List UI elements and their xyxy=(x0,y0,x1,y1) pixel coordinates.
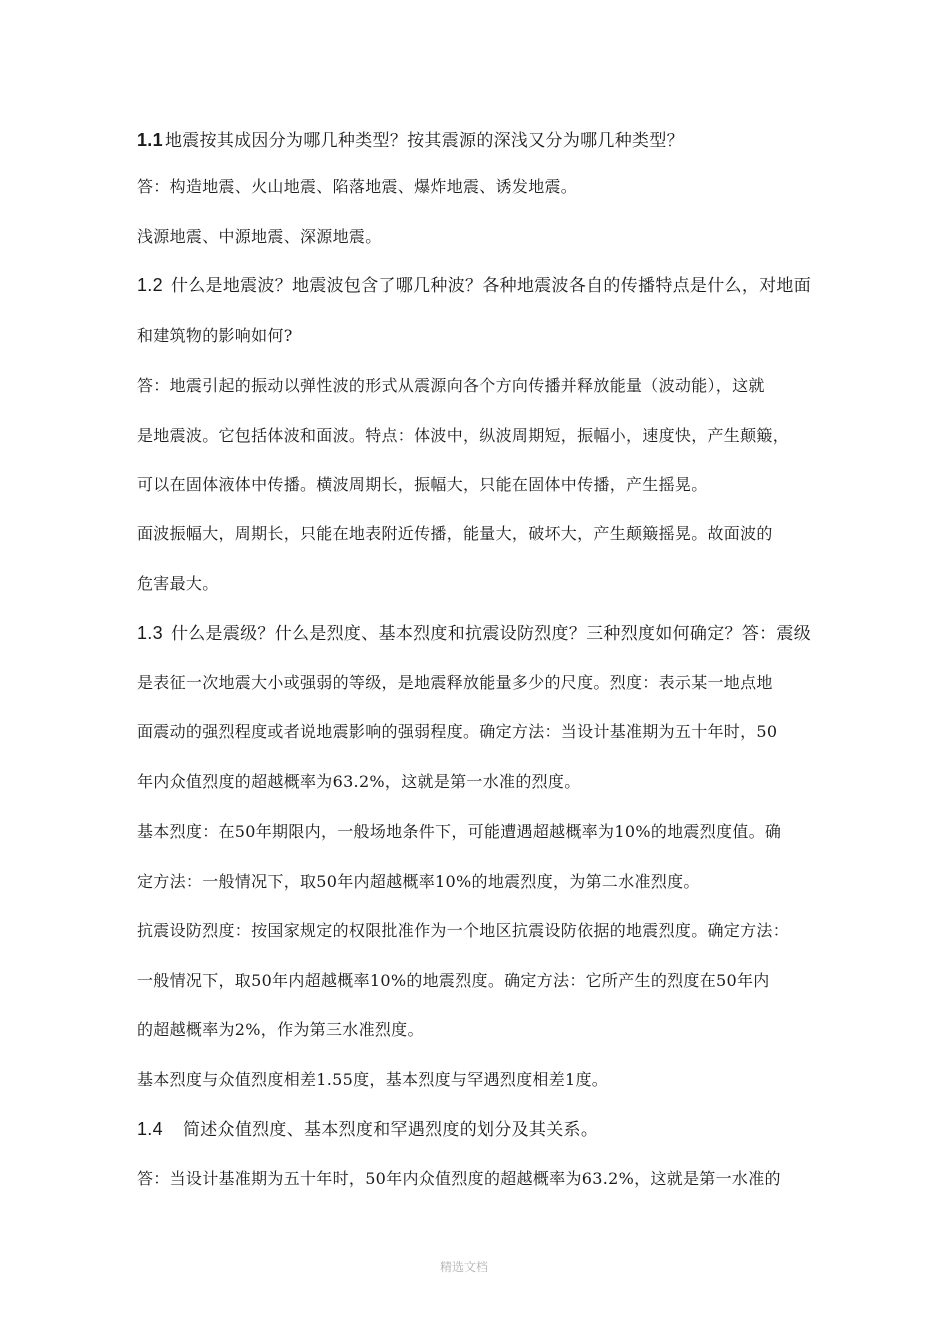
question-1-1 xyxy=(137,130,684,151)
question-text: 简述众值烈度、基本烈度和罕遇烈度的划分及其关系。 xyxy=(182,1120,599,1140)
answer-line: 答：当设计基准期为五十年时，50年内众值烈度的超越概率为63.2%，这就是第一水准的 xyxy=(137,1169,781,1188)
footer-watermark: 精选文档 xyxy=(440,1260,489,1274)
answer-line: 浅源地震、中源地震、深源地震。 xyxy=(137,227,382,246)
answer-line: 基本烈度：在50年期限内，一般场地条件下，可能遭遇超越概率为10%的地震烈度值。确 xyxy=(137,822,782,841)
answer-line: 一般情况下，取50年内超越概率10%的地震烈度。确定方法：它所产生的烈度在50年内 xyxy=(137,971,770,990)
question-number: 1.4 xyxy=(137,1119,163,1139)
answer-line: 年内众值烈度的超越概率为63.2%，这就是第一水准的烈度。 xyxy=(137,772,581,791)
answer-line: 答：地震引起的振动以弹性波的形式从震源向各个方向传播并释放能量（波动能），这就 xyxy=(137,376,765,395)
answer-line: 基本烈度与众值烈度相差1.55度，基本烈度与罕遇烈度相差1度。 xyxy=(137,1070,609,1089)
question-number: 1.3 xyxy=(137,623,163,643)
answer-line: 面波振幅大，周期长，只能在地表附近传播，能量大，破坏大，产生颠簸摇晃。故面波的 xyxy=(137,524,773,543)
answer-line: 抗震设防烈度：按国家规定的权限批准作为一个地区抗震设防依据的地震烈度。确定方法： xyxy=(137,921,790,940)
question-text: 什么是震级？什么是烈度、基本烈度和抗震设防烈度？三种烈度如何确定？答：震级 xyxy=(170,624,812,644)
answer-line: 是表征一次地震大小或强弱的等级，是地震释放能量多少的尺度。烈度：表示某一地点地 xyxy=(137,673,773,692)
question-line: 和建筑物的影响如何? xyxy=(137,326,293,345)
answer-line: 的超越概率为2%，作为第三水准烈度。 xyxy=(137,1020,424,1039)
question-1-2 xyxy=(137,275,811,296)
question-1-3 xyxy=(137,623,811,644)
answer-line: 答：构造地震、火山地震、陷落地震、爆炸地震、诱发地震。 xyxy=(137,177,578,196)
answer-line: 是地震波。它包括体波和面波。特点：体波中，纵波周期短，振幅小，速度快，产生颠簸， xyxy=(137,426,790,445)
question-1-4 xyxy=(137,1119,598,1140)
answer-line: 危害最大。 xyxy=(137,574,219,593)
question-text: 地震按其成因分为哪几种类型？按其震源的深浅又分为哪几种类型？ xyxy=(164,131,684,151)
question-number: 1.1 xyxy=(137,130,163,150)
answer-line: 定方法：一般情况下，取50年内超越概率10%的地震烈度，为第二水准烈度。 xyxy=(137,872,700,891)
answer-line: 可以在固体液体中传播。横波周期长，振幅大，只能在固体中传播，产生摇晃。 xyxy=(137,475,708,494)
answer-line: 面震动的强烈程度或者说地震影响的强弱程度。确定方法：当设计基准期为五十年时，50 xyxy=(137,722,778,741)
question-text: 什么是地震波？地震波包含了哪几种波？各种地震波各自的传播特点是什么，对地面 xyxy=(170,276,812,296)
question-number: 1.2 xyxy=(137,275,163,295)
